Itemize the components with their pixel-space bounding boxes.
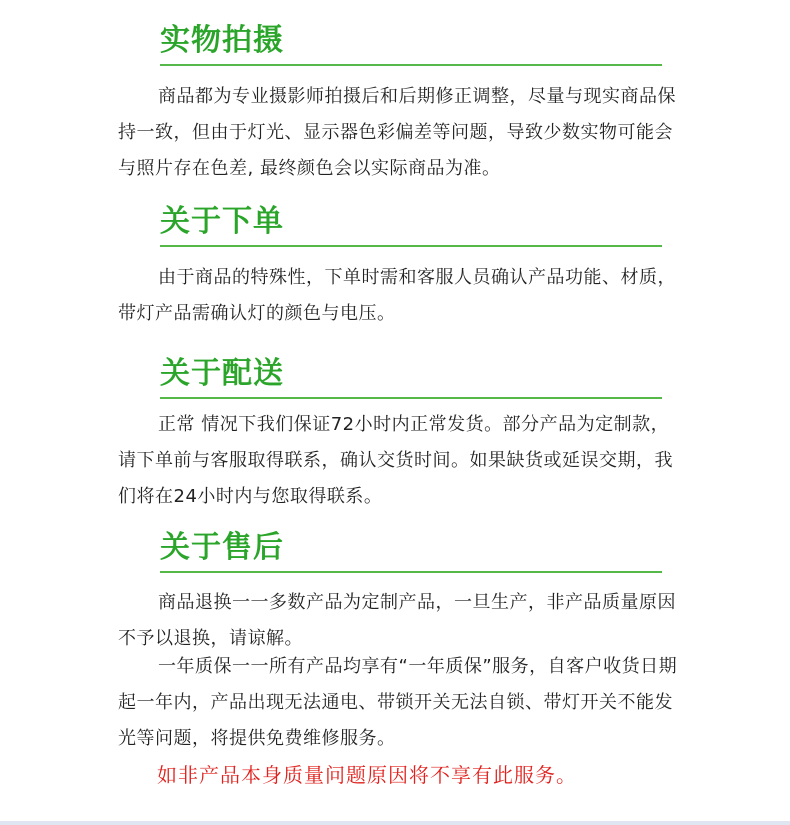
section-title-ordering: 关于下单 bbox=[160, 204, 284, 239]
section-divider bbox=[160, 571, 662, 573]
paragraph-product-photos: 商品都为专业摄影师拍摄后和后期修正调整，尽量与现实商品保持一致，但由于灯光、显示器色彩偏差等问题，导致少数实物可能会与照片存在色差, 最终颜色会以实际商品为准。 bbox=[118, 86, 676, 179]
section-divider bbox=[160, 397, 662, 399]
section-divider bbox=[160, 245, 662, 247]
bottom-border bbox=[0, 821, 790, 825]
section-divider bbox=[160, 64, 662, 66]
section-title-product-photos: 实物拍摄 bbox=[160, 23, 284, 58]
paragraph-ordering: 由于商品的特殊性，下单时需和客服人员确认产品功能、材质，带灯产品需确认灯的颜色与电压。 bbox=[118, 267, 676, 324]
section-title-delivery: 关于配送 bbox=[160, 356, 284, 391]
paragraph-returns: 商品退换一一多数产品为定制产品，一旦生产，非产品质量原因不予以退换，请谅解。 bbox=[118, 592, 676, 649]
section-title-after-sales: 关于售后 bbox=[160, 530, 284, 565]
paragraph-delivery: 正常 情况下我们保证72小时内正常发货。部分产品为定制款，请下单前与客服取得联系，确认交货时间。如果缺货或延误交期，我们将在24小时内与您取得联系。 bbox=[118, 414, 673, 507]
warranty-exclusion-notice: 如非产品本身质量问题原因将不享有此服务。 bbox=[157, 763, 577, 787]
paragraph-warranty: 一年质保一一所有产品均享有“一年质保”服务，自客户收货日期起一年内，产品出现无法通电、带锁开关无法自锁、带灯开关不能发光等问题，将提供免费维修服务。 bbox=[118, 656, 678, 749]
